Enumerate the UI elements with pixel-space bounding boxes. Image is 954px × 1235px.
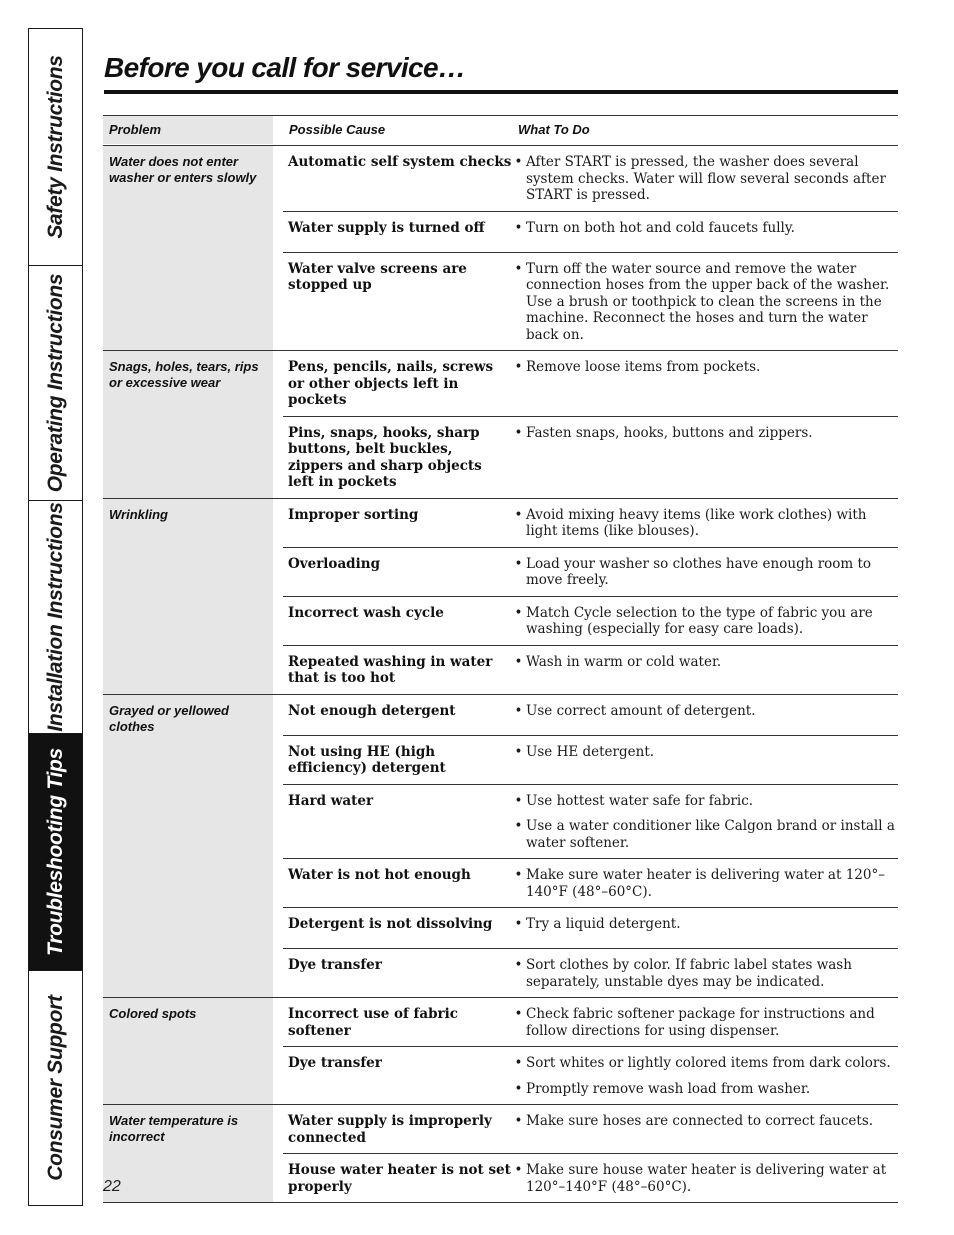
page-number: 22	[103, 1178, 121, 1195]
table-row	[283, 736, 898, 785]
bullet-text: Make sure house water heater is delivering water at 120°–140°F (48°–60°C).	[526, 1162, 887, 1195]
possible-cause-cell: Incorrect wash cycle	[288, 604, 444, 621]
possible-cause-cell: Dye transfer	[288, 957, 382, 973]
what-to-do-cell	[512, 867, 898, 900]
bullet-icon: •	[514, 1162, 523, 1178]
bullet-item	[512, 867, 898, 900]
possible-cause-cell: Detergent is not dissolving	[288, 916, 493, 932]
table-row	[283, 998, 898, 1047]
problem-cell: Water does not enter washer or enters slowly	[103, 146, 273, 350]
bullet-icon: •	[514, 604, 523, 621]
problem-cell: Grayed or yellowed clothes	[103, 695, 273, 998]
table-row	[283, 859, 898, 908]
table-row	[283, 146, 898, 212]
bullet-text: Use hottest water safe for fabric.	[526, 792, 754, 809]
bullet-item	[512, 654, 898, 671]
tab-label: Consumer Support	[43, 994, 67, 1181]
possible-cause-cell: Water valve screens are stopped up	[288, 260, 467, 293]
bullet-item	[512, 507, 898, 540]
bullet-item	[512, 793, 898, 810]
tab-label: Troubleshooting Tips	[43, 748, 67, 956]
bullet-icon: •	[514, 506, 523, 523]
table-row	[283, 1047, 898, 1104]
table-row	[283, 548, 898, 597]
possible-cause-cell: Improper sorting	[288, 506, 419, 523]
problem-cell: Water temperature is incorrect	[103, 1105, 273, 1202]
what-to-do-cell	[512, 556, 898, 589]
possible-cause-cell: Not using HE (high efficiency) detergent	[288, 743, 446, 776]
bullet-item	[512, 425, 898, 442]
bullet-text: Match Cycle selection to the type of fabric you are washing (especially for easy care loads).	[526, 604, 873, 637]
problem-group	[103, 146, 898, 351]
what-to-do-cell	[512, 1162, 898, 1195]
bullet-icon: •	[514, 916, 523, 932]
bullet-text: Promptly remove wash load from washer.	[526, 1080, 811, 1097]
bullet-icon: •	[514, 359, 523, 375]
tab-troubleshooting-tips[interactable]	[29, 734, 82, 971]
bullet-icon: •	[514, 792, 523, 809]
bullet-item	[512, 154, 898, 204]
bullet-text: Try a liquid detergent.	[526, 916, 681, 932]
bullet-text: Sort whites or lightly colored items from dark colors.	[526, 1055, 891, 1071]
bullet-item	[512, 556, 898, 589]
what-to-do-cell	[512, 703, 898, 728]
bullet-text: Turn on both hot and cold faucets fully.	[526, 219, 795, 236]
possible-cause-cell: Overloading	[288, 555, 381, 572]
what-to-do-cell	[512, 957, 898, 990]
what-to-do-cell	[512, 1055, 898, 1097]
bullet-item	[512, 220, 898, 237]
bullet-item	[512, 605, 898, 638]
tab-label: Safety Instructions	[43, 55, 67, 239]
bullet-text: Sort clothes by color. If fabric label states wash separately, unstable dyes may be indicated.	[526, 957, 852, 990]
page-title: Before you call for service…	[104, 52, 466, 83]
possible-cause-cell: Pens, pencils, nails, screws or other objects left in pockets	[288, 359, 494, 408]
what-to-do-cell	[512, 154, 898, 204]
table-row	[283, 597, 898, 646]
bullet-item	[512, 1081, 898, 1098]
table-row	[283, 499, 898, 548]
possible-cause-cell: Incorrect use of fabric softener	[288, 1006, 458, 1039]
bullet-text: Turn off the water source and remove the water connection hoses from the upper back of the washer. Use a brush or toothpick to clean the screens in the machine. Reconnect the hoses and turn the water back on.	[526, 260, 890, 343]
tab-label: Operating Instructions	[43, 273, 67, 493]
what-to-do-cell	[512, 261, 898, 344]
table-body	[103, 146, 898, 1203]
bullet-text: Use correct amount of detergent.	[526, 702, 756, 719]
bullet-item	[512, 818, 898, 851]
problem-cell: Colored spots	[103, 998, 273, 1104]
bullet-item	[512, 703, 898, 720]
what-to-do-cell	[512, 654, 898, 687]
bullet-icon: •	[514, 743, 523, 760]
problem-group	[103, 998, 898, 1105]
possible-cause-cell: House water heater is not set properly	[288, 1162, 511, 1195]
possible-cause-cell: Dye transfer	[288, 1055, 382, 1071]
table-row	[283, 949, 898, 997]
tab-installation-instructions[interactable]	[29, 501, 82, 734]
what-to-do-cell	[512, 916, 898, 941]
bullet-item	[512, 359, 898, 376]
bullet-item	[512, 261, 898, 344]
what-to-do-cell	[512, 605, 898, 638]
bullet-icon: •	[514, 260, 523, 277]
bullet-text: Use HE detergent.	[526, 743, 655, 760]
bullet-item	[512, 1006, 898, 1039]
bullet-icon: •	[514, 555, 523, 572]
section-tabs	[28, 28, 83, 1206]
title-rule	[104, 90, 898, 94]
possible-cause-cell: Repeated washing in water that is too hot	[288, 653, 493, 686]
problem-group	[103, 499, 898, 695]
problem-group	[103, 695, 898, 999]
table-row	[283, 695, 898, 736]
bullet-item	[512, 1055, 898, 1072]
bullet-item	[512, 916, 898, 933]
what-to-do-cell	[512, 744, 898, 777]
table-row	[283, 785, 898, 860]
bullet-icon: •	[514, 424, 523, 441]
table-row	[283, 1154, 898, 1202]
possible-cause-cell: Water supply is improperly connected	[288, 1113, 492, 1146]
table-row	[283, 646, 898, 694]
bullet-text: Fasten snaps, hooks, buttons and zippers.	[526, 424, 813, 441]
bullet-icon: •	[514, 154, 523, 170]
bullet-item	[512, 744, 898, 761]
bullet-text: Load your washer so clothes have enough room to move freely.	[526, 555, 872, 588]
troubleshooting-table	[103, 115, 898, 1203]
bullet-text: After START is pressed, the washer does several system checks. Water will flow several seconds after START is pressed.	[526, 154, 886, 203]
header-problem: Problem	[103, 116, 273, 144]
bullet-icon: •	[514, 219, 523, 236]
bullet-text: Check fabric softener package for instructions and follow directions for using dispenser.	[526, 1006, 875, 1039]
bullet-icon: •	[514, 818, 523, 834]
bullet-icon: •	[514, 702, 523, 719]
what-to-do-cell	[512, 425, 898, 491]
tab-safety-instructions[interactable]	[29, 29, 82, 266]
possible-cause-cell: Water supply is turned off	[288, 219, 485, 236]
tab-consumer-support[interactable]	[29, 971, 82, 1204]
header-what-to-do: What To Do	[518, 122, 590, 137]
bullet-icon: •	[514, 867, 523, 883]
problem-group	[103, 351, 898, 499]
table-row	[283, 212, 898, 253]
bullet-text: Wash in warm or cold water.	[526, 653, 722, 670]
table-row	[283, 253, 898, 351]
table-row	[283, 417, 898, 498]
bullet-text: Use a water conditioner like Calgon brand or install a water softener.	[526, 818, 895, 851]
bullet-icon: •	[514, 957, 523, 973]
possible-cause-cell: Hard water	[288, 792, 374, 809]
bullet-text: Avoid mixing heavy items (like work clothes) with light items (like blouses).	[526, 506, 867, 539]
table-header	[103, 115, 898, 146]
bullet-text: Remove loose items from pockets.	[526, 359, 761, 375]
problem-cell: Wrinkling	[103, 499, 273, 694]
what-to-do-cell	[512, 359, 898, 409]
header-possible-cause: Possible Cause	[289, 122, 386, 137]
bullet-item	[512, 957, 898, 990]
bullet-icon: •	[514, 1113, 523, 1129]
problem-cell: Snags, holes, tears, rips or excessive wear	[103, 351, 273, 498]
what-to-do-cell	[512, 220, 898, 245]
possible-cause-cell: Not enough detergent	[288, 702, 456, 719]
bullet-icon: •	[514, 1055, 523, 1071]
bullet-icon: •	[514, 1080, 523, 1097]
table-row	[283, 908, 898, 949]
tab-operating-instructions[interactable]	[29, 266, 82, 501]
bullet-item	[512, 1113, 898, 1130]
possible-cause-cell: Automatic self system checks	[288, 154, 512, 170]
bullet-item	[512, 1162, 898, 1195]
what-to-do-cell	[512, 507, 898, 540]
possible-cause-cell: Water is not hot enough	[288, 867, 471, 883]
table-row	[283, 1105, 898, 1154]
problem-group	[103, 1105, 898, 1203]
table-row	[283, 351, 898, 417]
bullet-text: Make sure hoses are connected to correct faucets.	[526, 1113, 874, 1129]
bullet-icon: •	[514, 653, 523, 670]
what-to-do-cell	[512, 1113, 898, 1146]
what-to-do-cell	[512, 793, 898, 852]
bullet-icon: •	[514, 1006, 523, 1022]
possible-cause-cell: Pins, snaps, hooks, sharp buttons, belt buckles, zippers and sharp objects left in pockets	[288, 424, 482, 490]
bullet-text: Make sure water heater is delivering water at 120°–140°F (48°–60°C).	[526, 867, 885, 900]
what-to-do-cell	[512, 1006, 898, 1039]
tab-label: Installation Instructions	[43, 502, 67, 732]
